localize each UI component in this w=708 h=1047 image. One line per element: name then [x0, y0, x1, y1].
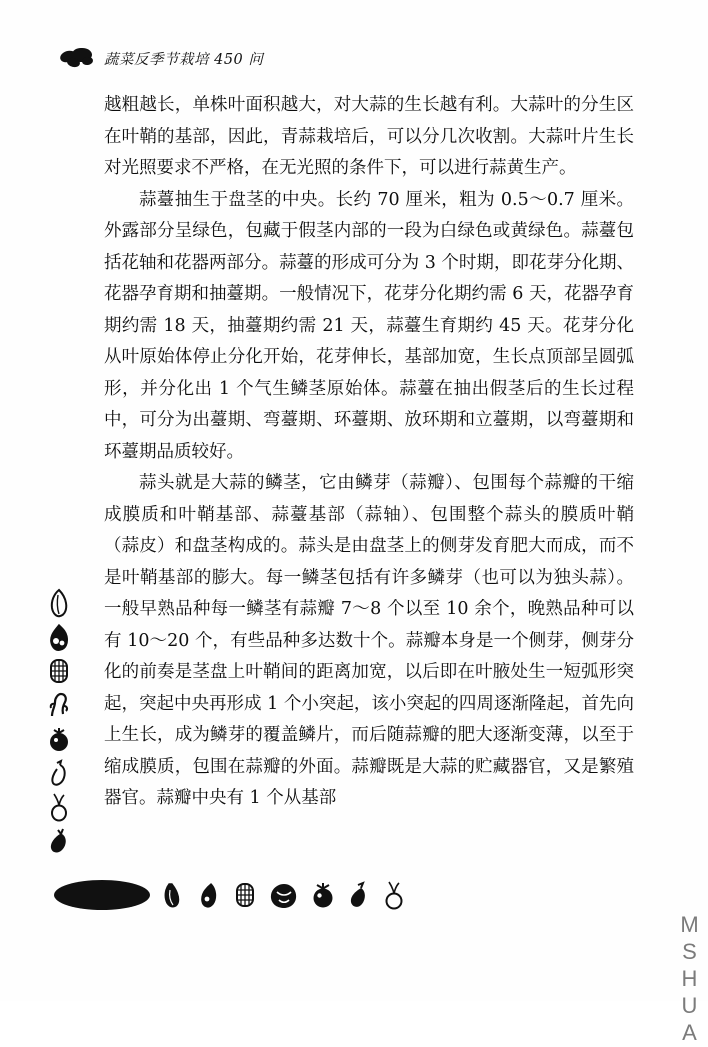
ginger-root-icon: [46, 690, 92, 720]
page-header: [58, 44, 658, 72]
pepper-icon: [46, 758, 92, 788]
paragraph-2: 蒜薹抽生于盘茎的中央。长约 70 厘米，粗为 0.5～0.7 厘米。外露部分呈绿色，包藏于假茎内部的一段为白绿色或黄绿色。蒜薹包括花轴和花器两部分。蒜薹的形成可分为 3 个时期，即花芽分化期、花器孕育期和抽薹期。一般情况下，花芽分化期约需 6 天，花器孕育期约需 18 天，抽薹期约需 21 天，蒜薹生育期约 45 天。花芽分化从叶原始体停止分化开始，花芽伸长，基部加宽，生长点顶部呈圆弧形，并分化出 1 个气生鳞茎原始体。蒜薹在抽出假茎后的生长过程中，可分为出薹期、弯薹期、环薹期、放环期和立薹期，以弯薹期和环薹期品质较好。: [104, 189, 634, 462]
bottom-decoration-strip: [54, 872, 474, 918]
garlic-bulb-ornament-icon: [58, 47, 98, 69]
corn-cob-icon: [230, 880, 260, 910]
paragraph-1: 越粗越长，单株叶面积越大，对大蒜的生长越有利。大蒜叶的分生区在叶鞘的基部，因此，青蒜栽培后，可以分几次收割。大蒜叶片生长对光照要求不严格，在无光照的条件下，可以进行蒜黄生产。: [104, 95, 634, 178]
pepper-icon: [345, 880, 373, 910]
margin-decoration-strip: [46, 588, 92, 860]
paragraph-3: 蒜头就是大蒜的鳞茎，它由鳞芽（蒜瓣）、包围每个蒜瓣的干缩成膜质和叶鞘基部、蒜薹基部（蒜轴）、包围整个蒜头的膜质叶鞘（蒜皮）和盘茎构成的。蒜头是由盘茎上的侧芽发育肥大而成，而不是叶鞘基部的膨大。每一鳞茎包括有许多鳞芽（也可以为独头蒜）。一般早熟品种每一鳞茎有蒜瓣 7～8 个以至 10 余个，晚熟品种可以有 10～20 个，有些品种多达数十个。蒜瓣本身是一个侧芽，侧芽分化的前奏是茎盘上叶鞘间的距离加宽，以后即在叶腋处生一短弧形突起，突起中央再形成 1 个小突起，该小突起的四周逐渐隆起，首先向上生长，成为鳞芽的覆盖鳞片，而后随蒜瓣的肥大逐渐变薄，以至于缩成膜质，包围在蒜瓣的外面。蒜瓣既是大蒜的贮藏器官，又是繁殖器官。蒜瓣中央有 1 个从基部: [104, 473, 634, 808]
page-body: [104, 90, 634, 815]
garlic-clove-icon: [46, 588, 92, 618]
watermark-text: MSHUA: [677, 912, 702, 1047]
running-title: 蔬菜反季节栽培 450 问: [104, 51, 264, 68]
tomato-icon: [308, 880, 338, 910]
garlic-clove-icon: [160, 880, 188, 910]
corn-cob-icon: [46, 656, 92, 686]
tomato-icon: [46, 724, 92, 754]
shallot-icon: [380, 880, 408, 910]
shallot-icon: [46, 792, 92, 822]
garlic-clove-icon: [195, 880, 223, 910]
cabbage-icon: [267, 880, 301, 910]
eggplant-icon: [46, 826, 92, 856]
solid-oval-shape: [54, 880, 150, 910]
garlic-bulb-icon: [46, 622, 92, 652]
